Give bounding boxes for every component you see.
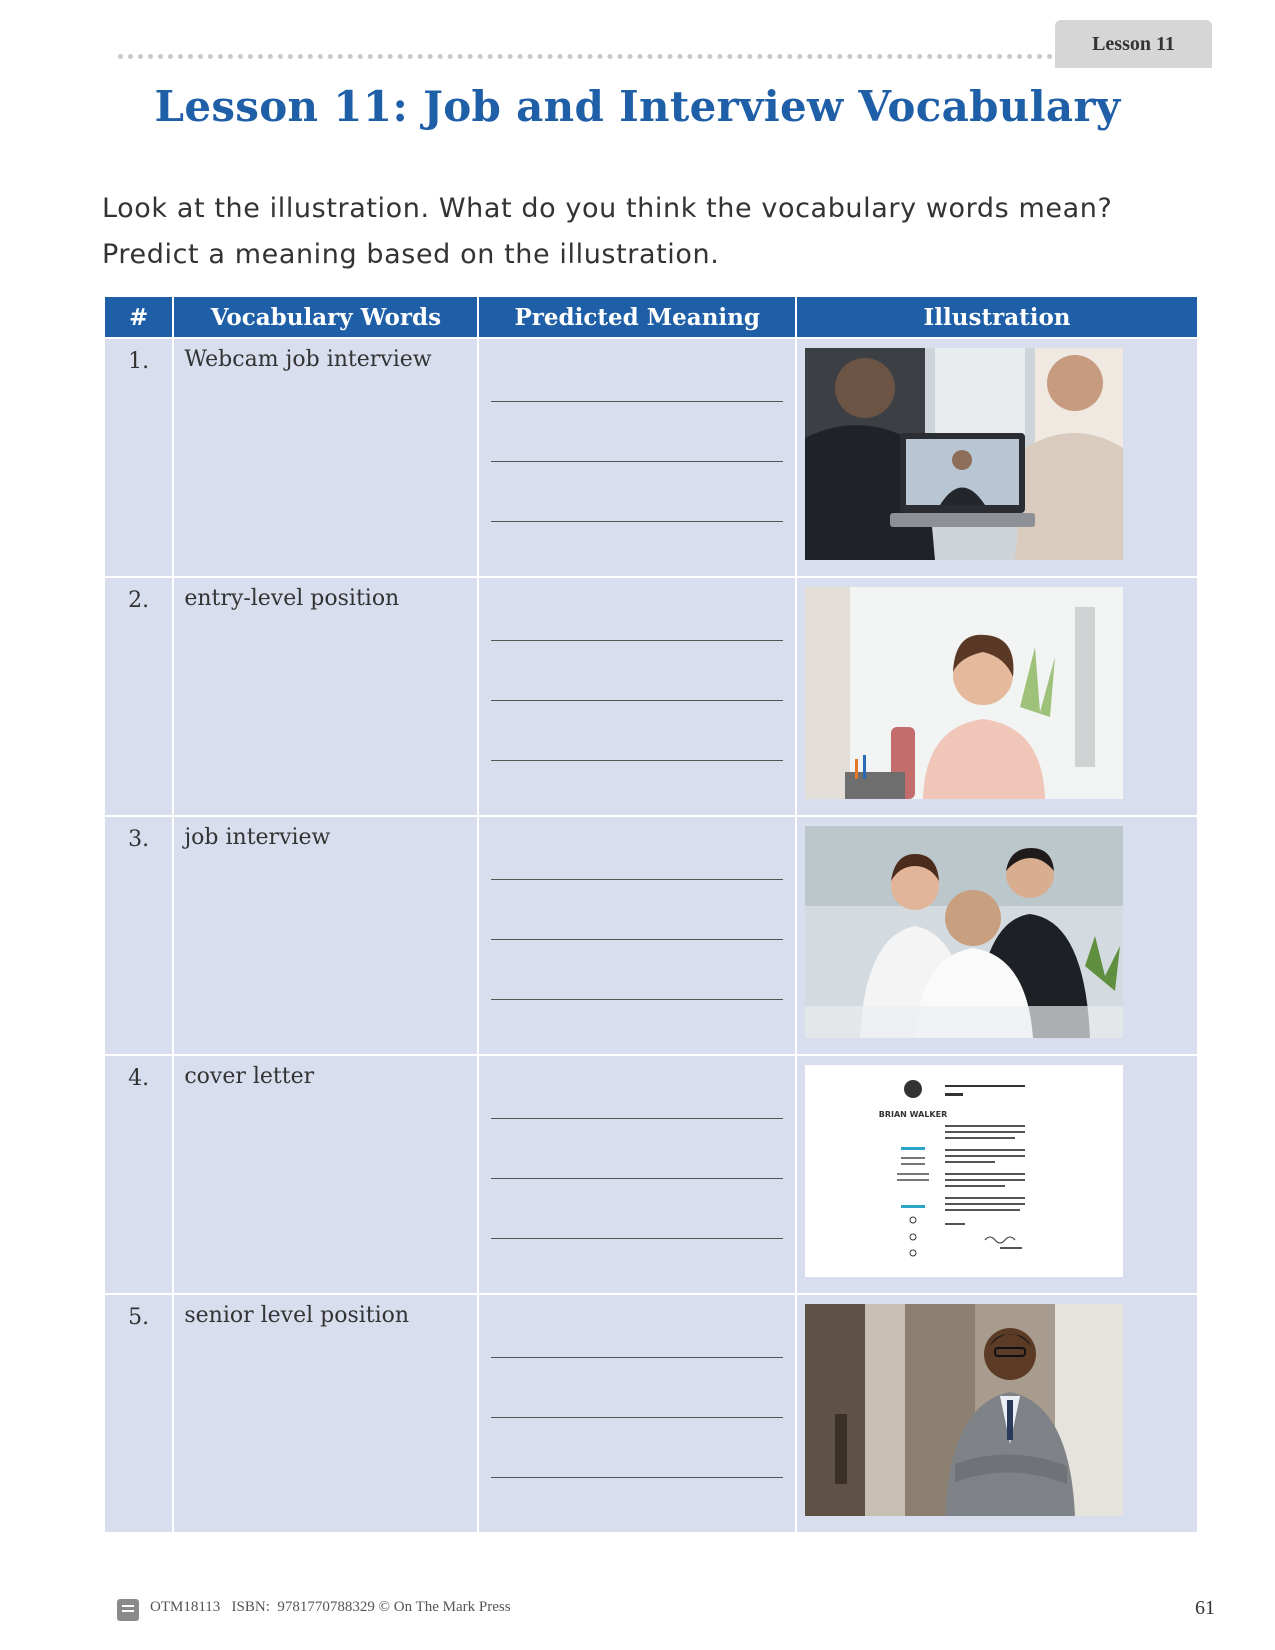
header-illustration: Illustration [797, 297, 1197, 337]
writing-line [491, 879, 783, 880]
table-row [105, 339, 1197, 576]
predicted-meaning-cell[interactable] [479, 817, 795, 1054]
photo-headset-receptionist [805, 587, 1123, 799]
writing-line [491, 999, 783, 1000]
writing-line [491, 1238, 783, 1239]
publisher-logo-icon [117, 1599, 139, 1621]
writing-line [491, 1357, 783, 1358]
table-row [105, 578, 1197, 815]
writing-line [491, 1118, 783, 1119]
photo-webcam-interview [805, 348, 1123, 560]
vocabulary-word: entry-level position [174, 578, 477, 815]
photo-cover-letter-document [805, 1065, 1123, 1277]
vocabulary-word: senior level position [174, 1295, 477, 1532]
row-number: 4. [105, 1056, 172, 1293]
photo-businessman-arms-crossed [805, 1304, 1123, 1516]
vocabulary-word: Webcam job interview [174, 339, 477, 576]
instructions-line-2: Predict a meaning based on the illustration. [102, 239, 720, 270]
table-row [105, 817, 1197, 1054]
vocabulary-word: job interview [174, 817, 477, 1054]
writing-line [491, 1417, 783, 1418]
writing-line [491, 700, 783, 701]
table-header-row [105, 297, 1197, 337]
cover-letter-name: BRIAN WALKER [878, 1110, 948, 1119]
writing-line [491, 1178, 783, 1179]
row-number: 2. [105, 578, 172, 815]
predicted-meaning-cell[interactable] [479, 1295, 795, 1532]
writing-line [491, 1477, 783, 1478]
lesson-tab: Lesson 11 [1055, 20, 1212, 68]
predicted-meaning-cell[interactable] [479, 339, 795, 576]
page-title: Lesson 11: Job and Interview Vocabulary [154, 82, 1121, 131]
writing-line [491, 521, 783, 522]
writing-line [491, 760, 783, 761]
vocabulary-word: cover letter [174, 1056, 477, 1293]
writing-line [491, 401, 783, 402]
footer-text: OTM18113 ISBN: 9781770788329 © On The Mark Press [150, 1599, 511, 1615]
header-predicted-meaning: Predicted Meaning [479, 297, 795, 337]
page-number: 61 [1195, 1597, 1215, 1619]
table-row [105, 1056, 1197, 1293]
illustration-cell [797, 339, 1197, 576]
predicted-meaning-cell[interactable] [479, 578, 795, 815]
illustration-cell [797, 1295, 1197, 1532]
vocabulary-table [103, 295, 1199, 1534]
header-number: # [105, 297, 172, 337]
row-number: 1. [105, 339, 172, 576]
dotted-divider [118, 54, 1053, 59]
instructions [102, 186, 1182, 278]
illustration-cell [797, 817, 1197, 1054]
writing-line [491, 939, 783, 940]
writing-line [491, 461, 783, 462]
table-row [105, 1295, 1197, 1532]
illustration-cell [797, 578, 1197, 815]
row-number: 5. [105, 1295, 172, 1532]
instructions-line-1: Look at the illustration. What do you think the vocabulary words mean? [102, 193, 1113, 224]
illustration-cell [797, 1056, 1197, 1293]
row-number: 3. [105, 817, 172, 1054]
predicted-meaning-cell[interactable] [479, 1056, 795, 1293]
photo-panel-interview [805, 826, 1123, 1038]
writing-line [491, 640, 783, 641]
header-vocabulary-words: Vocabulary Words [174, 297, 477, 337]
